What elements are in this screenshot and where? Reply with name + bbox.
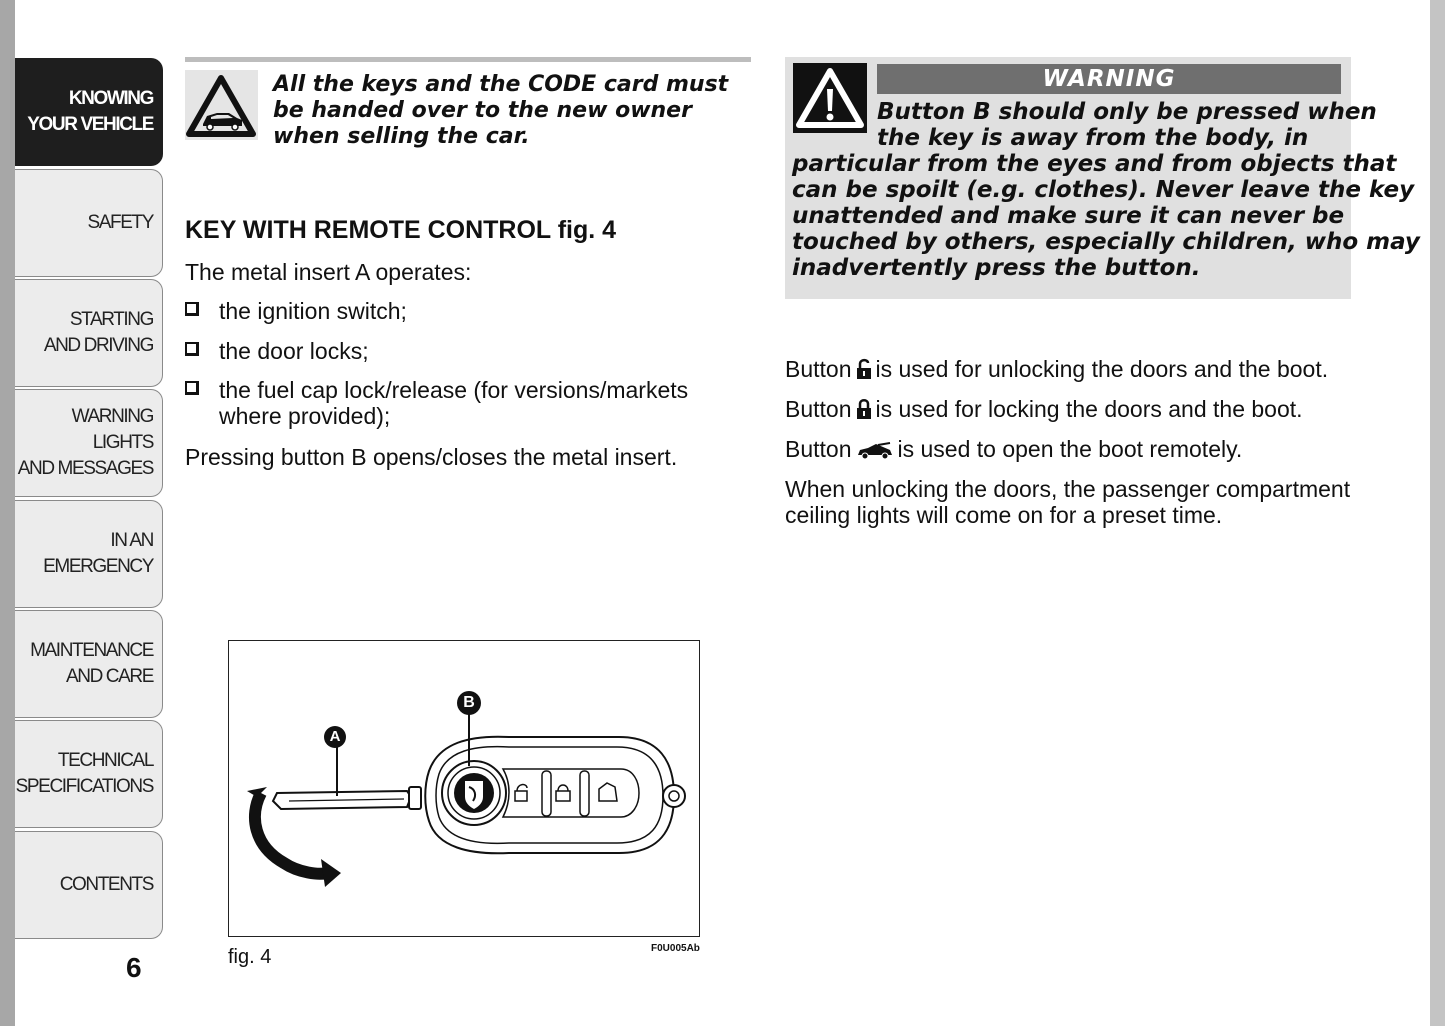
key-illustration — [229, 641, 699, 936]
section-rule — [185, 57, 751, 62]
label-a-marker: A — [324, 726, 346, 748]
warning-line: unattended and make sure it can never be — [792, 203, 1345, 229]
section-heading — [185, 216, 616, 245]
warning-line: particular from the eyes and from objects that — [792, 151, 1397, 177]
boot-suffix: is used to open the boot remotely. — [897, 436, 1243, 462]
list-item — [185, 338, 751, 364]
section-title: KEY WITH REMOTE CONTROL — [185, 216, 551, 244]
warning-line: the key is away from the body, in — [877, 125, 1309, 151]
list-item-text: the fuel cap lock/release (for versions/markets where provided); — [219, 377, 689, 429]
unlock-suffix: is used for unlocking the doors and the boot. — [875, 356, 1329, 382]
outro-text: Pressing button B opens/closes the metal insert. — [185, 444, 678, 470]
padlock-closed-icon — [856, 398, 872, 425]
page-edge-right — [1430, 0, 1445, 1026]
intro-text: The metal insert A operates: — [185, 259, 472, 285]
lock-prefix: Button — [785, 396, 852, 422]
exclamation-triangle-icon — [793, 63, 867, 133]
checkbox-bullet-icon — [185, 302, 199, 316]
lock-suffix: is used for locking the doors and the boot. — [875, 396, 1303, 422]
lock-button-info — [785, 396, 1351, 425]
tab-technical-specifications[interactable]: TECHNICAL SPECIFICATIONS — [15, 720, 163, 828]
warning-line: inadvertently press the button. — [792, 255, 1201, 281]
tab-starting-and-driving[interactable]: STARTING AND DRIVING — [15, 279, 163, 387]
label-b-marker: B — [457, 691, 481, 715]
checkbox-bullet-icon — [185, 381, 199, 395]
warning-line: touched by others, especially children, who may — [792, 229, 1420, 255]
section-fig-ref: fig. 4 — [557, 216, 617, 244]
tab-contents[interactable]: CONTENTS — [15, 831, 163, 939]
tab-knowing-your-vehicle[interactable]: KNOWING YOUR VEHICLE — [15, 58, 163, 166]
boot-prefix: Button — [785, 436, 852, 462]
note-text: All the keys and the CODE card must be handed over to the new owner when selling the car. — [273, 72, 729, 149]
page-number: 6 — [126, 952, 142, 983]
list-item-text: the ignition switch; — [219, 298, 407, 324]
boot-button-info — [785, 436, 1351, 465]
tab-in-an-emergency[interactable]: IN AN EMERGENCY — [15, 500, 163, 608]
list-item — [185, 377, 751, 429]
list-item-text: the door locks; — [219, 338, 369, 364]
unlock-prefix: Button — [785, 356, 852, 382]
warning-line: can be spoilt (e.g. clothes). Never leave the key — [792, 177, 1415, 203]
tab-maintenance-and-care[interactable]: MAINTENANCE AND CARE — [15, 610, 163, 718]
figure-code: F0U005Ab — [651, 943, 700, 954]
car-boot-icon — [856, 439, 894, 465]
page-edge-left — [0, 0, 15, 1026]
car-warning-triangle-icon — [185, 70, 258, 140]
padlock-open-icon — [856, 358, 872, 385]
figure-caption: fig. 4 — [228, 946, 272, 968]
warning-title: WARNING — [877, 64, 1341, 94]
unlock-button-info — [785, 356, 1351, 385]
tab-warning-lights[interactable]: WARNING LIGHTS AND MESSAGES — [15, 389, 163, 497]
warning-line: Button B should only be pressed when — [877, 99, 1377, 125]
tab-safety[interactable]: SAFETY — [15, 169, 163, 277]
checkbox-bullet-icon — [185, 342, 199, 356]
key-figure — [228, 640, 700, 937]
ceiling-lights-info: When unlocking the doors, the passenger compartment ceiling lights will come on for a preset time. — [785, 476, 1351, 528]
list-item — [185, 298, 751, 324]
